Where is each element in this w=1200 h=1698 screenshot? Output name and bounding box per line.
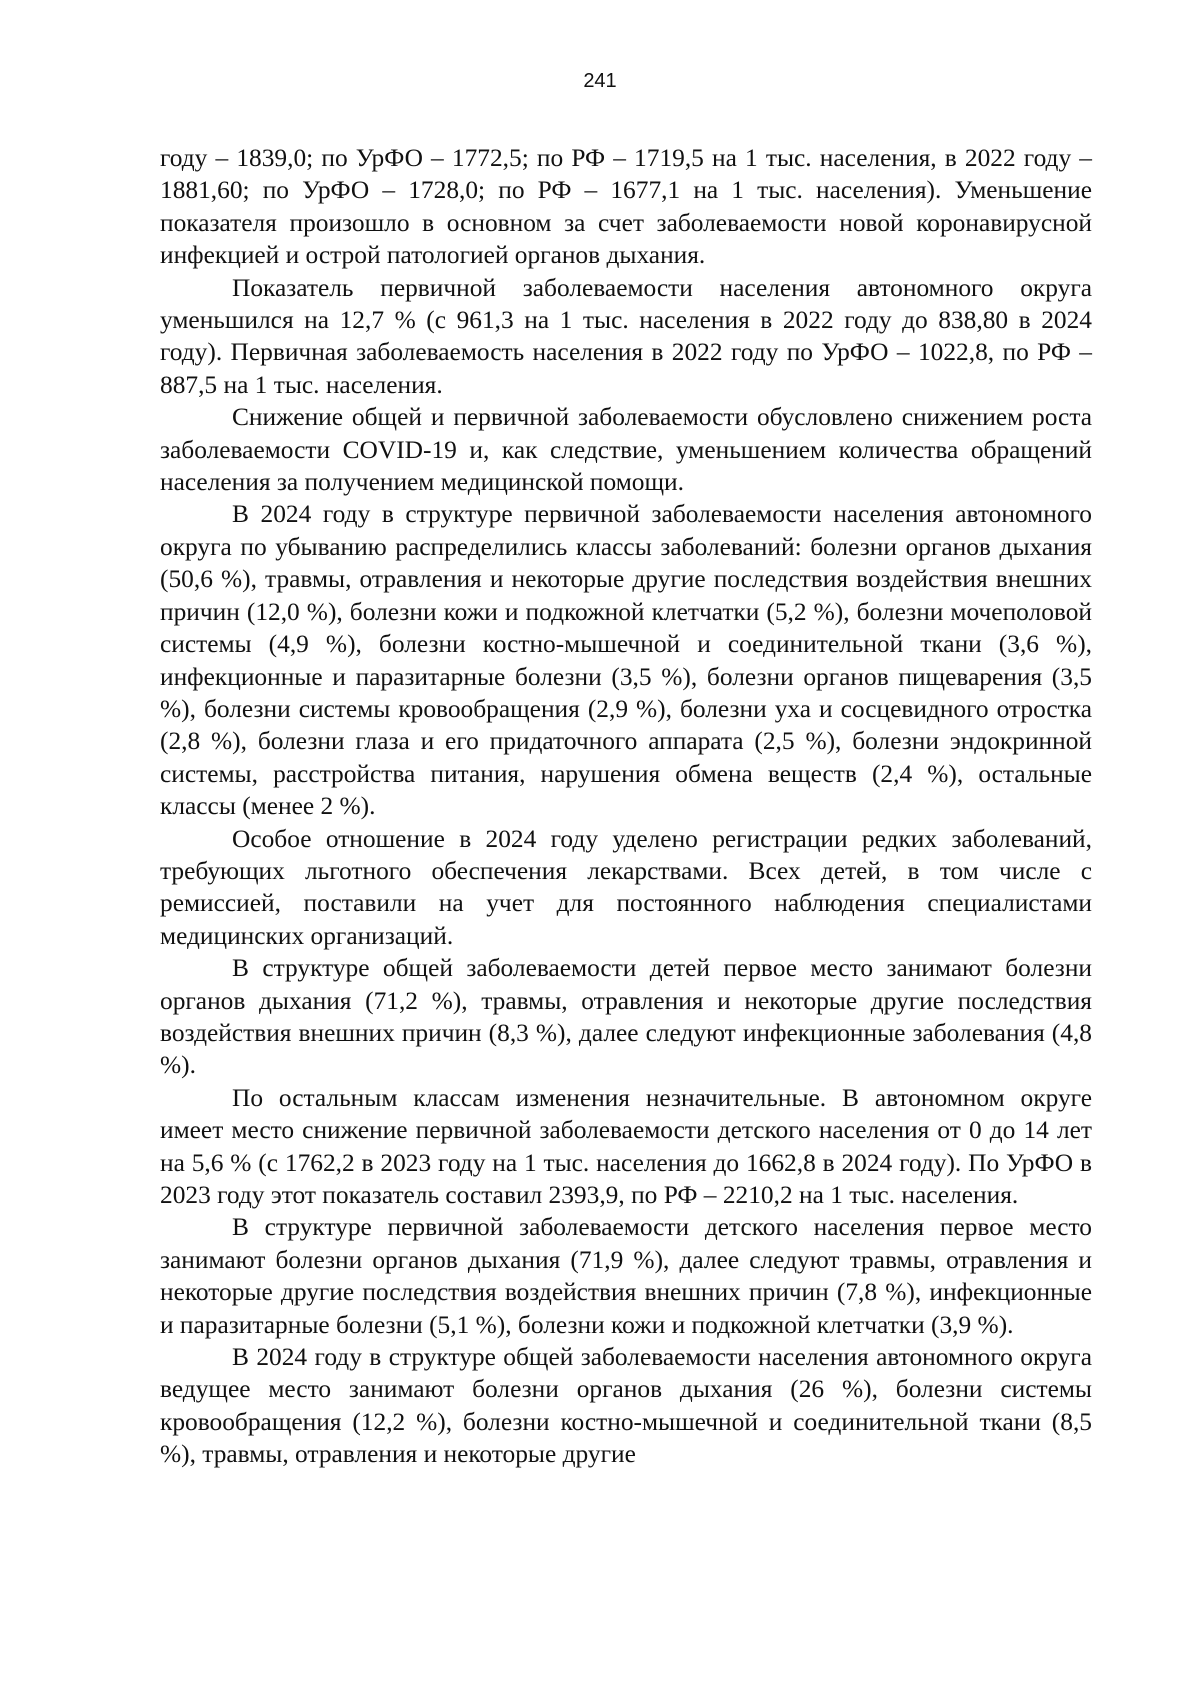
- paragraph-general-structure: В 2024 году в структуре общей заболеваемости населения автономного округа ведущее место занимают болезни органов дыхания (26 %), болезни системы кровообращения (12,2 %), болезни костно-мышечной и соединительной ткани (8,5 %), травмы, отравления и некоторые другие: [160, 1343, 1092, 1469]
- paragraph-children-general: В структуре общей заболеваемости детей первое место занимают болезни органов дыхания (71,2 %), травмы, отравления и некоторые другие последствия воздействия внешних причин (8,3 %), далее следуют инфекционные заболевания (4,8 %).: [160, 954, 1092, 1080]
- paragraph-primary-morbidity: Показатель первичной заболеваемости населения автономного округа уменьшился на 12,7 % (с 961,3 на 1 тыс. населения в 2022 году до 838,80 в 2024 году). Первичная заболеваемость населения в 2022 году по УрФО – 1022,8, по РФ – 887,5 на 1 тыс. населения.: [160, 273, 1092, 399]
- paragraph-children-primary: По остальным классам изменения незначительные. В автономном округе имеет место снижение первичной заболеваемости детского населения от 0 до 14 лет на 5,6 % (с 1762,2 в 2023 году на 1 тыс. населения до 1662,8 в 2024 году). По УрФО в 2023 году этот показатель составил 2393,9, по РФ – 2210,2 на 1 тыс. населения.: [160, 1083, 1092, 1209]
- paragraph-children-structure: В структуре первичной заболеваемости детского населения первое место занимают болезни органов дыхания (71,9 %), далее следуют травмы, отравления и некоторые другие последствия воздействия внешних причин (7,8 %), инфекционные и паразитарные болезни (5,1 %), болезни кожи и подкожной клетчатки (3,9 %).: [160, 1213, 1092, 1339]
- paragraph-covid-decrease: Снижение общей и первичной заболеваемости обусловлено снижением роста заболеваемости COVID-19 и, как следствие, уменьшением количества обращений населения за получением медицинской помощи.: [160, 403, 1092, 497]
- page-number: 241: [583, 70, 617, 92]
- paragraph-continued: году – 1839,0; по УрФО – 1772,5; по РФ – 1719,5 на 1 тыс. населения, в 2022 году – 1881,60; по УрФО – 1728,0; по РФ – 1677,1 на 1 тыс. населения). Уменьшение показателя произошло в основном за счет заболеваемости новой коронавирусной инфекцией и острой патологией органов дыхания.: [160, 144, 1092, 270]
- paragraph-disease-structure: В 2024 году в структуре первичной заболеваемости населения автономного округа по убыванию распределились классы заболеваний: болезни органов дыхания (50,6 %), травмы, отравления и некоторые другие последствия воздействия внешних причин (12,0 %), болезни кожи и подкожной клетчатки (5,2 %), болезни мочеполовой системы (4,9 %), болезни костно-мышечной и соединительной ткани (3,6 %), инфекционные и паразитарные болезни (3,5 %), болезни органов пищеварения (3,5 %), болезни системы кровообращения (2,9 %), болезни уха и сосцевидного отростка (2,8 %), болезни глаза и его придаточного аппарата (2,5 %), болезни эндокринной системы, расстройства питания, нарушения обмена веществ (2,4 %), остальные классы (менее 2 %).: [160, 500, 1092, 821]
- paragraph-rare-diseases: Особое отношение в 2024 году уделено регистрации редких заболеваний, требующих льготного обеспечения лекарствами. Всех детей, в том числе с ремиссией, поставили на учет для постоянного наблюдения специалистами медицинских организаций.: [160, 824, 1092, 950]
- document-body: [160, 142, 1092, 1471]
